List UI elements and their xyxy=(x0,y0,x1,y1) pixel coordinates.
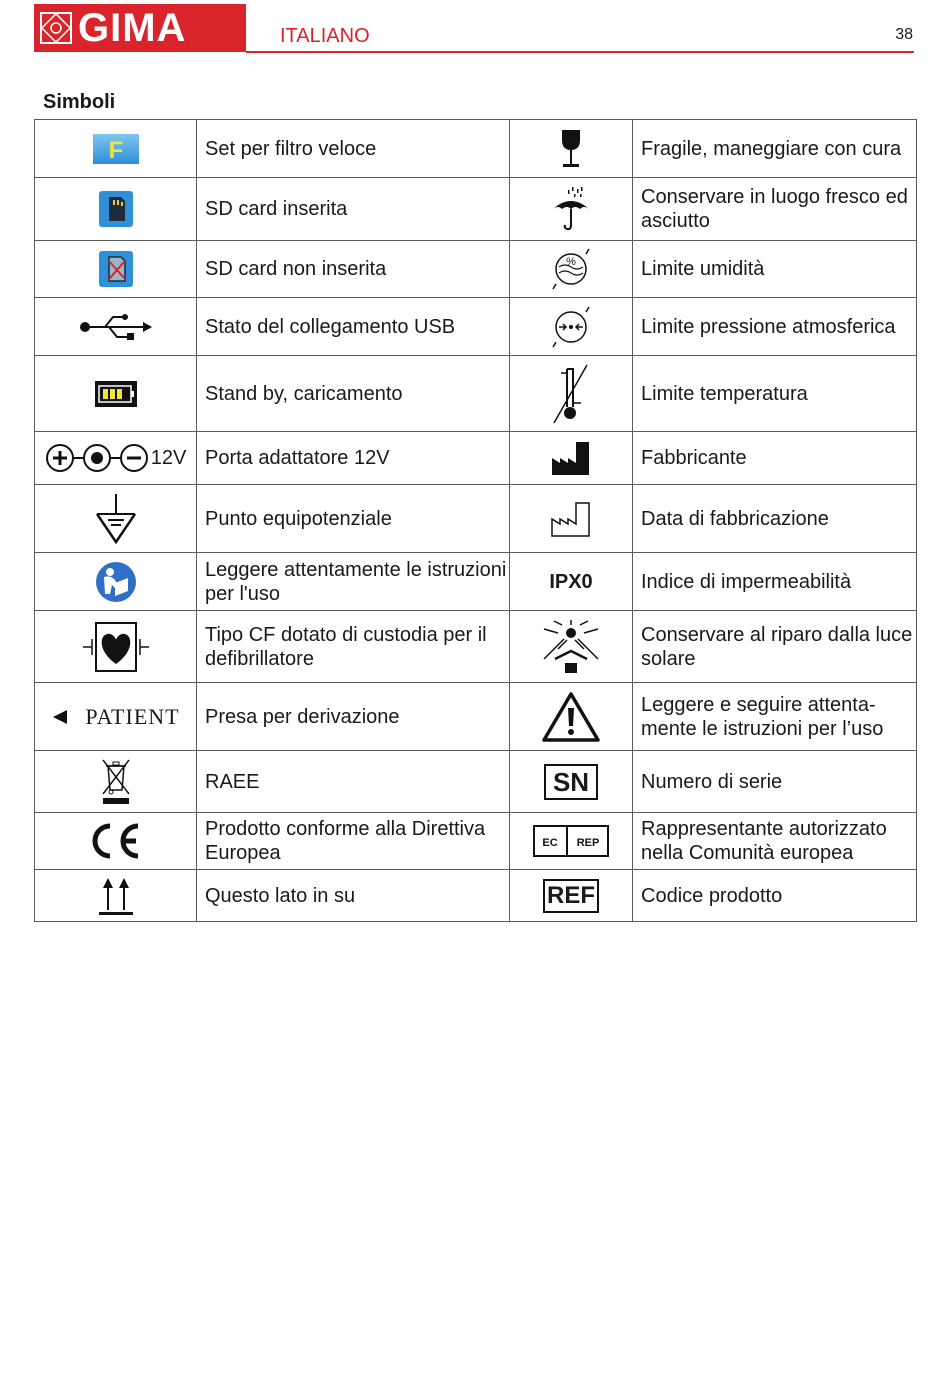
page-number: 38 xyxy=(895,26,913,43)
symbol-cell xyxy=(35,432,197,485)
symbol-description: Numero di serie xyxy=(633,751,917,813)
table-row xyxy=(35,813,917,870)
symbol-description: SD card non inserita xyxy=(197,241,510,298)
umbrella-rain-icon xyxy=(550,185,592,233)
svg-text:EC: EC xyxy=(542,837,558,849)
table-row xyxy=(35,178,917,241)
humidity-limit-icon xyxy=(551,247,591,291)
symbol-description: Prodotto conforme alla Direttiva Europea xyxy=(197,813,510,870)
symbols-table xyxy=(34,119,917,922)
pressure-limit-icon xyxy=(551,305,591,349)
table-row xyxy=(35,241,917,298)
manufacturer-icon xyxy=(551,440,591,476)
symbol-cell xyxy=(510,485,633,553)
symbol-cell xyxy=(35,683,197,751)
symbol-description: Fabbricante xyxy=(633,432,917,485)
logo-text: GIMA xyxy=(78,6,187,50)
table-row xyxy=(35,298,917,356)
patient-label: PATIENT xyxy=(85,703,180,729)
sd-card-missing-icon xyxy=(99,251,133,287)
equipotential-icon xyxy=(93,492,139,546)
symbol-cell xyxy=(510,120,633,178)
svg-text:%: % xyxy=(566,256,576,268)
header-rule xyxy=(246,51,914,53)
symbol-description: Indice di impermeabilità xyxy=(633,553,917,611)
symbol-cell xyxy=(35,813,197,870)
symbol-cell xyxy=(510,298,633,356)
symbol-cell xyxy=(35,356,197,432)
svg-text:REP: REP xyxy=(576,837,600,849)
table-row xyxy=(35,485,917,553)
read-instructions-icon xyxy=(95,561,137,603)
symbol-description: Set per filtro veloce xyxy=(197,120,510,178)
language-label: ITALIANO xyxy=(280,25,370,47)
type-cf-defib-icon xyxy=(80,620,152,674)
symbol-description: Punto equipotenziale xyxy=(197,485,510,553)
section-title: Simboli xyxy=(43,91,116,113)
symbol-description: Leggere e seguire attenta-mente le istruzioni per l’uso xyxy=(633,683,917,751)
symbol-cell xyxy=(35,298,197,356)
table-row xyxy=(35,751,917,813)
warning-triangle-icon xyxy=(541,691,601,743)
symbol-description: Conservare al riparo dalla luce solare xyxy=(633,611,917,683)
symbol-description: Porta adattatore 12V xyxy=(197,432,510,485)
table-row xyxy=(35,553,917,611)
symbol-description: Stato del collegamento USB xyxy=(197,298,510,356)
patient-arrow-icon xyxy=(51,708,69,726)
ec-rep-icon xyxy=(533,825,609,857)
symbol-cell xyxy=(510,751,633,813)
fast-filter-F-icon xyxy=(93,134,139,164)
symbol-description: Conservare in luogo fresco ed asciutto xyxy=(633,178,917,241)
usb-icon xyxy=(79,312,153,342)
symbol-cell xyxy=(35,553,197,611)
symbol-cell xyxy=(35,241,197,298)
symbol-description: Limite umidità xyxy=(633,241,917,298)
voltage-label: 12V xyxy=(150,447,187,469)
symbol-description: Limite pressione atmosferica xyxy=(633,298,917,356)
symbol-cell xyxy=(510,870,633,922)
symbol-description: SD card inserita xyxy=(197,178,510,241)
symbol-description: Leggere attentamente le istruzioni per l'uso xyxy=(197,553,510,611)
battery-charging-icon xyxy=(95,381,137,407)
symbol-cell xyxy=(510,553,633,611)
keep-from-sunlight-icon xyxy=(540,619,602,675)
weee-bin-icon xyxy=(99,758,133,806)
symbol-cell xyxy=(35,870,197,922)
gima-seal-icon xyxy=(40,12,72,44)
symbol-description: Tipo CF dotato di custodia per il defibrillatore xyxy=(197,611,510,683)
symbol-description: RAEE xyxy=(197,751,510,813)
symbol-cell xyxy=(510,813,633,870)
this-side-up-icon xyxy=(98,876,134,916)
symbol-cell xyxy=(35,178,197,241)
symbol-cell xyxy=(35,120,197,178)
symbol-description: Data di fabbricazione xyxy=(633,485,917,553)
symbol-cell xyxy=(510,178,633,241)
serial-number-icon: SN xyxy=(544,764,598,800)
table-row xyxy=(35,611,917,683)
symbol-cell xyxy=(510,683,633,751)
temperature-limit-icon xyxy=(551,363,591,425)
table-row xyxy=(35,432,917,485)
sd-card-inserted-icon xyxy=(99,191,133,227)
fragile-glass-icon xyxy=(560,128,582,170)
ce-mark-icon xyxy=(90,822,142,860)
symbol-cell xyxy=(35,485,197,553)
svg-text:F: F xyxy=(108,136,123,164)
ref-code-icon: REF xyxy=(543,879,599,913)
symbol-cell xyxy=(35,611,197,683)
symbol-description: Fragile, maneggiare con cura xyxy=(633,120,917,178)
symbol-description: Limite temperatura xyxy=(633,356,917,432)
symbol-cell xyxy=(510,611,633,683)
ipx-rating-icon: IPX0 xyxy=(549,570,593,593)
symbol-description: Presa per derivazione xyxy=(197,683,510,751)
symbol-cell xyxy=(35,751,197,813)
symbol-cell xyxy=(510,432,633,485)
table-row xyxy=(35,870,917,922)
symbol-cell xyxy=(510,241,633,298)
table-row xyxy=(35,356,917,432)
symbol-cell xyxy=(510,356,633,432)
dc-polarity-icon xyxy=(45,443,149,473)
table-row xyxy=(35,683,917,751)
gima-logo xyxy=(34,4,246,52)
table-row xyxy=(35,120,917,178)
symbol-description: Questo lato in su xyxy=(197,870,510,922)
symbol-description: Codice prodotto xyxy=(633,870,917,922)
symbol-description: Stand by, caricamento xyxy=(197,356,510,432)
manufacture-date-icon xyxy=(551,501,591,537)
symbol-description: Rappresentante autorizzato nella Comunità europea xyxy=(633,813,917,870)
